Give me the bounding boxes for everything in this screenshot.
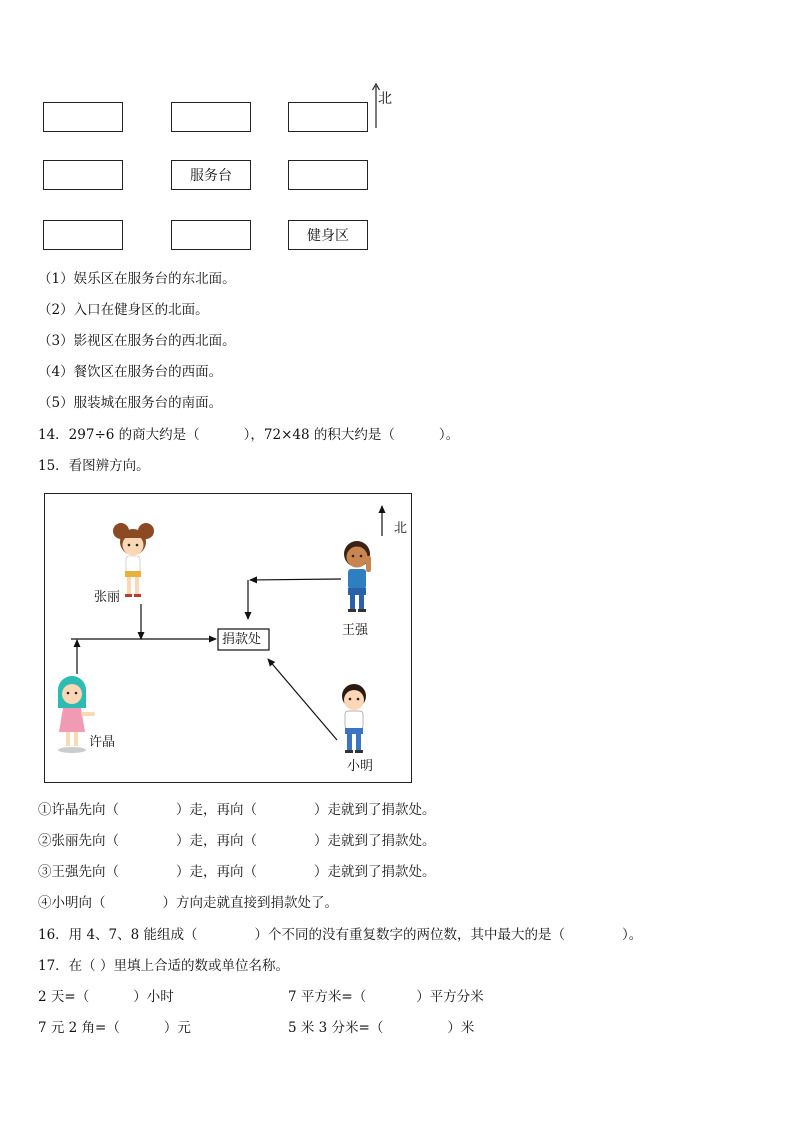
question-16 [38, 926, 642, 944]
item-text: 5 米 3 分米=（ [288, 1020, 384, 1036]
person-label-zhangli: 张丽 [94, 590, 121, 605]
grid-cell-center: 服务台 [171, 160, 251, 190]
item-number: ② [38, 833, 52, 849]
question-17-title: 17．在（ ）里填上合适的数或单位名称。 [38, 958, 289, 974]
xiaoming-figure-icon [342, 684, 366, 753]
item-text: 许晶先向（ [51, 802, 119, 818]
q15-item-2 [38, 832, 436, 850]
zhangli-figure-icon [113, 523, 154, 597]
person-label-xiaoming: 小明 [347, 759, 374, 774]
clue-2: （2）入口在健身区的北面。 [38, 302, 209, 318]
q15-item-4 [38, 894, 338, 912]
item-text: ）平方分米 [416, 989, 484, 1005]
item-text: 小明向（ [51, 895, 106, 911]
item-text: ）走，再向（ [176, 864, 257, 880]
item-text: 7 元 2 角=（ [38, 1020, 120, 1036]
item-text: ）走就到了捐款处。 [314, 802, 436, 818]
q16-prefix: 16．用 4、7、8 能组成（ [38, 927, 198, 943]
q17-item-1 [38, 988, 174, 1006]
q15-item-1 [38, 801, 436, 819]
clue-1: （1）娱乐区在服务台的东北面。 [38, 271, 236, 287]
item-text: ）走就到了捐款处。 [314, 833, 436, 849]
item-number: ③ [38, 864, 52, 880]
item-text: ）小时 [133, 989, 174, 1005]
person-label-wangqiang: 王强 [342, 623, 369, 638]
q15-item-3 [38, 863, 436, 881]
item-text: ）走就到了捐款处。 [314, 864, 436, 880]
person-label-xujing: 许晶 [89, 735, 116, 750]
grid-cell-nw [43, 102, 123, 132]
clue-4: （4）餐饮区在服务台的西面。 [38, 364, 223, 380]
diagram-north-label: 北 [394, 521, 408, 536]
item-text: ）元 [163, 1020, 191, 1036]
q17-item-4 [288, 1019, 474, 1037]
grid-cell-ne [288, 102, 368, 132]
item-text: 王强先向（ [51, 864, 119, 880]
q14-suffix: ）。 [438, 427, 460, 443]
clue-5: （5）服装城在服务台的南面。 [38, 395, 223, 411]
item-text: 张丽先向（ [51, 833, 119, 849]
item-text: ）走，再向（ [176, 802, 257, 818]
item-text: ）方向走就直接到捐款处了。 [162, 895, 338, 911]
donation-point-label: 捐款处 [222, 632, 262, 647]
grid-cell-s [171, 220, 251, 250]
item-number: ① [38, 802, 52, 818]
grid-cell-se: 健身区 [288, 220, 368, 250]
item-text: 2 天=（ [38, 989, 90, 1005]
grid-cell-w [43, 160, 123, 190]
q16-suffix: ）。 [622, 927, 643, 943]
item-text: ）米 [447, 1020, 475, 1036]
grid-cell-sw [43, 220, 123, 250]
direction-diagram [44, 493, 412, 783]
q14-mid: ），72×48 的积大约是（ [243, 427, 395, 443]
q16-mid: ）个不同的没有重复数字的两位数，其中最大的是（ [254, 927, 566, 943]
q17-item-2 [288, 988, 484, 1006]
clue-3: （3）影视区在服务台的西北面。 [38, 333, 236, 349]
north-label: 北 [378, 91, 392, 107]
wangqiang-figure-icon [344, 541, 371, 612]
q17-item-3 [38, 1019, 191, 1037]
question-14 [38, 426, 459, 444]
item-text: ）走，再向（ [176, 833, 257, 849]
grid-cell-n [171, 102, 251, 132]
grid-cell-e [288, 160, 368, 190]
item-number: ④ [38, 895, 52, 911]
item-text: 7 平方米=（ [288, 989, 367, 1005]
q14-prefix: 14．297÷6 的商大约是（ [38, 427, 200, 443]
question-15-title: 15．看图辨方向。 [38, 458, 150, 474]
